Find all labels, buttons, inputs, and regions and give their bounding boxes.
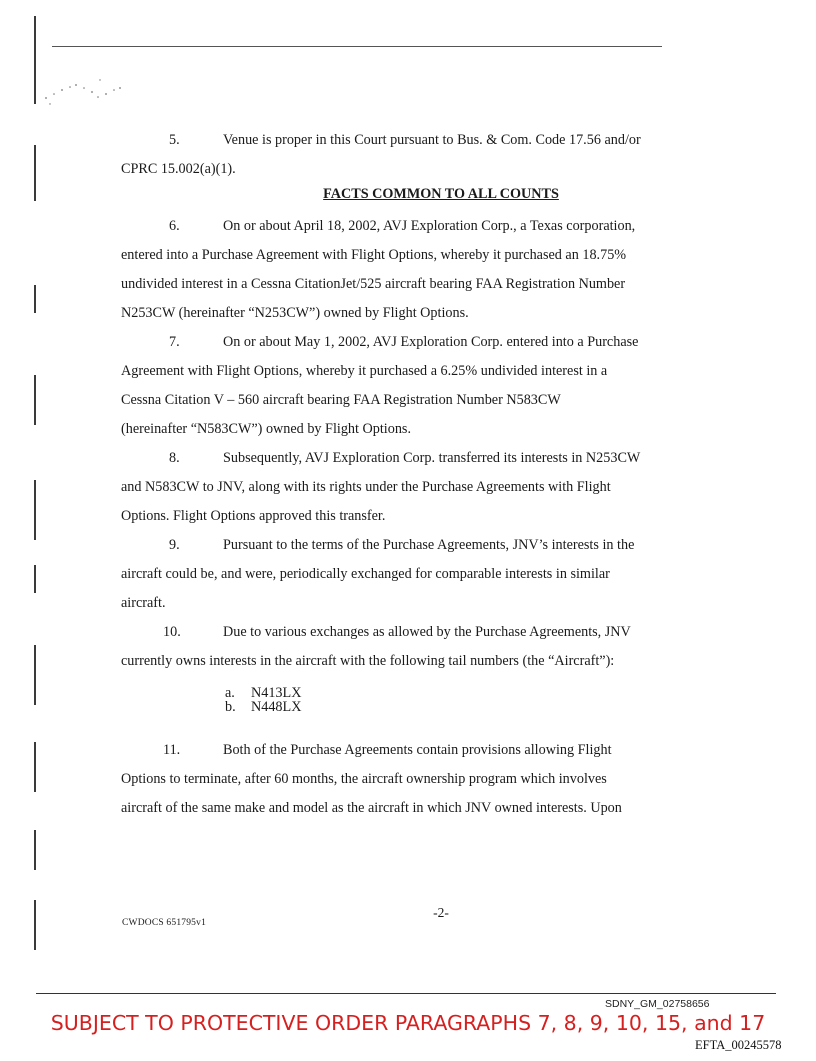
protective-order-banner: SUBJECT TO PROTECTIVE ORDER PARAGRAPHS 7, 8, 9, 10, 15, and 17 — [50, 1011, 766, 1035]
paragraph-line: currently owns interests in the aircraft with the following tail numbers (the “Aircraft”): — [121, 653, 615, 669]
list-item-letter: a. — [225, 685, 235, 701]
list-item-value: N448LX — [251, 699, 302, 715]
paragraph-number: 10. — [163, 624, 181, 640]
paragraph-number: 6. — [169, 218, 180, 234]
document-id: CWDOCS 651795v1 — [122, 918, 207, 928]
scan-bottom-rule — [36, 993, 776, 994]
paragraph-line: undivided interest in a Cessna CitationJet/525 aircraft bearing FAA Registration Number — [121, 276, 626, 292]
scan-margin-bar — [34, 900, 36, 950]
paragraph-6 — [121, 214, 761, 238]
paragraph-text: Pursuant to the terms of the Purchase Agreements, JNV’s interests in the — [223, 537, 635, 553]
list-item — [225, 700, 301, 714]
paragraph-line: (hereinafter “N583CW”) owned by Flight Options. — [121, 421, 411, 437]
paragraph-number: 7. — [169, 334, 180, 350]
paragraph-text: Venue is proper in this Court pursuant to Bus. & Com. Code 17.56 and/or — [223, 132, 641, 148]
tail-number-list — [225, 686, 301, 714]
scan-margin-bar — [34, 375, 36, 425]
paragraph-9 — [121, 533, 761, 557]
scan-margin-bar — [34, 480, 36, 540]
bates-number: SDNY_GM_02758656 — [605, 998, 710, 1010]
paragraph-number: 8. — [169, 450, 180, 466]
paragraph-text: Due to various exchanges as allowed by the Purchase Agreements, JNV — [223, 624, 631, 640]
paragraph-number: 5. — [169, 132, 180, 148]
paragraph-text: On or about April 18, 2002, AVJ Exploration Corp., a Texas corporation, — [223, 218, 636, 234]
paragraph-line: Options. Flight Options approved this transfer. — [121, 508, 386, 524]
paragraph-text: On or about May 1, 2002, AVJ Exploration Corp. entered into a Purchase — [223, 334, 639, 350]
paragraph-line: and N583CW to JNV, along with its rights under the Purchase Agreements with Flight — [121, 479, 611, 495]
paragraph-line: aircraft. — [121, 595, 166, 611]
page-number: -2- — [433, 905, 449, 920]
paragraph-line: N253CW (hereinafter “N253CW”) owned by Flight Options. — [121, 305, 469, 321]
scan-margin-bar — [34, 830, 36, 870]
list-item-letter: b. — [225, 699, 236, 715]
paragraph-line: Options to terminate, after 60 months, the aircraft ownership program which involves — [121, 771, 607, 787]
paragraph-number: 9. — [169, 537, 180, 553]
scan-top-rule — [52, 46, 662, 47]
paragraph-10 — [121, 620, 761, 644]
paragraph-11 — [121, 738, 761, 762]
scan-margin-bar — [34, 645, 36, 705]
section-heading: FACTS COMMON TO ALL COUNTS — [323, 186, 559, 202]
scan-margin-bar — [34, 145, 36, 201]
paragraph-line: aircraft could be, and were, periodically exchanged for comparable interests in similar — [121, 566, 610, 582]
list-item — [225, 686, 301, 700]
paragraph-line: CPRC 15.002(a)(1). — [121, 161, 236, 177]
paragraph-line: aircraft of the same make and model as the aircraft in which JNV owned interests. Upon — [121, 800, 622, 816]
paragraph-line: Agreement with Flight Options, whereby it purchased a 6.25% undivided interest in a — [121, 363, 608, 379]
paragraph-line: entered into a Purchase Agreement with Flight Options, whereby it purchased an 18.75% — [121, 247, 627, 263]
scan-margin-bar — [34, 285, 36, 313]
paragraph-7 — [121, 330, 761, 354]
paragraph-text: Subsequently, AVJ Exploration Corp. transferred its interests in N253CW — [223, 450, 641, 466]
list-item-value: N413LX — [251, 685, 302, 701]
paragraph-number: 11. — [163, 742, 181, 758]
scan-margin-bar — [34, 565, 36, 593]
scan-specks — [40, 70, 130, 110]
paragraph-5 — [121, 128, 761, 152]
paragraph-line: Cessna Citation V – 560 aircraft bearing FAA Registration Number N583CW — [121, 392, 561, 408]
scan-margin-bar — [34, 742, 36, 792]
paragraph-8 — [121, 446, 761, 470]
efta-number: EFTA_00245578 — [695, 1038, 782, 1052]
scan-margin-bar — [34, 16, 36, 104]
paragraph-text: Both of the Purchase Agreements contain provisions allowing Flight — [223, 742, 612, 758]
